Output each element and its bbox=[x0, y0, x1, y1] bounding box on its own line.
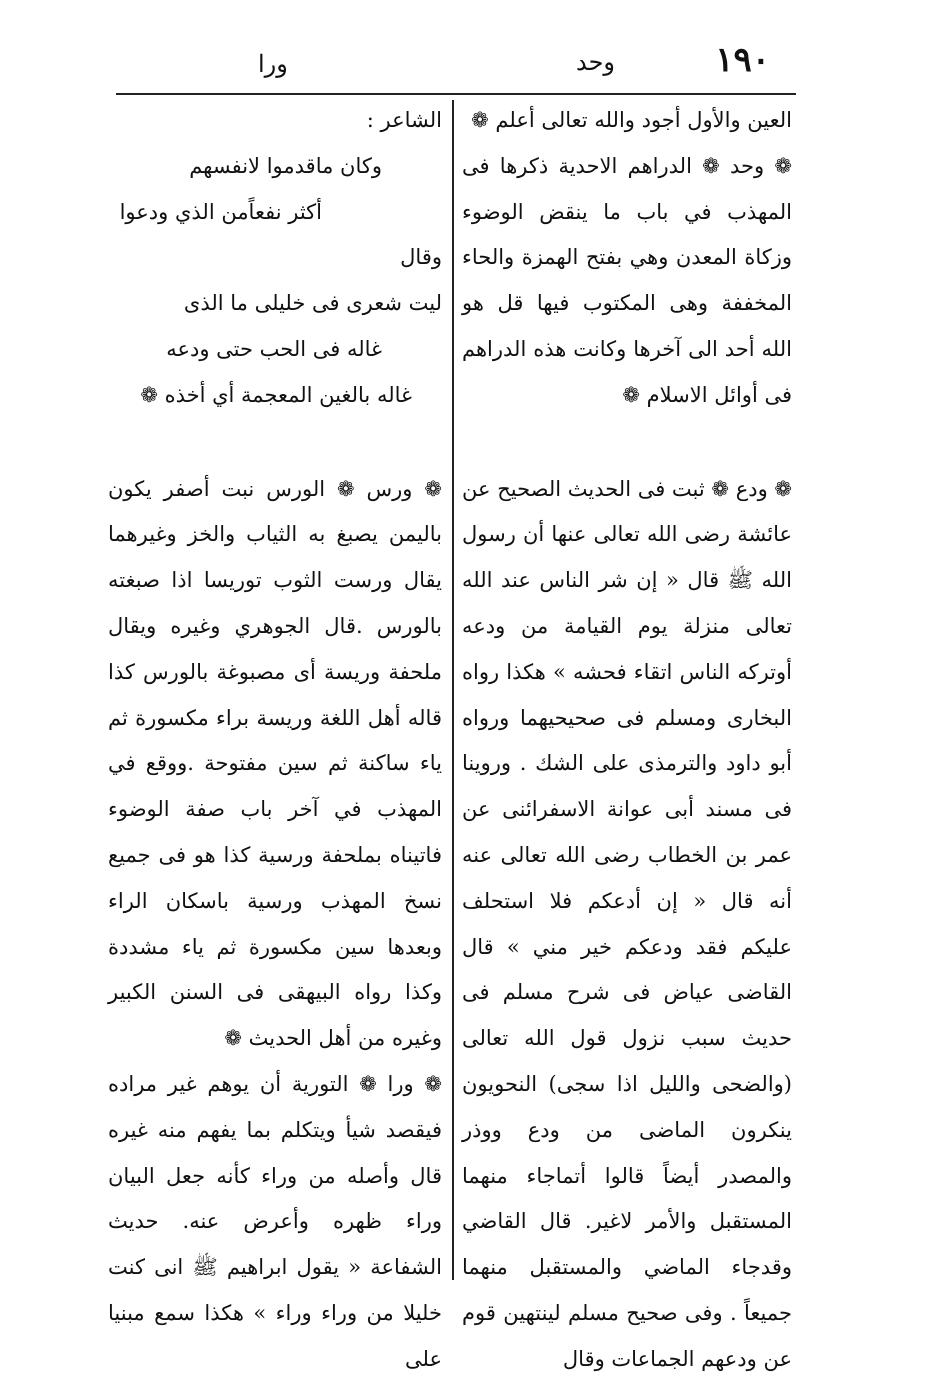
poem-line-6: غاله بالغين المعجمة أي أخذه ❁ bbox=[140, 382, 412, 407]
right-paragraph-1: العين والأول أجود والله تعالى أعلم ❁ bbox=[471, 108, 792, 132]
header-rule bbox=[116, 93, 796, 95]
right-column bbox=[462, 98, 792, 1383]
left-paragraph-2: ❁ ورا ❁ التورية أن يوهم غير مراده فيقصد شيأ ويتكلم بما يفهم منه غيره قال وأصله من وراء كأنه جعل البيان وراء ظهره وأعرض عنه. حديث الشفاعة « يقول ابراهيم ﷺ انى كنت خليلا من وراء وراء » هكذا سمع مبنيا على bbox=[108, 1071, 442, 1371]
poem-line-4: ليت شعرى فى خليلى ما الذى bbox=[183, 291, 442, 316]
right-paragraph-2: ❁ وحد ❁ الدراهم الاحدية ذكرها فى المهذب في باب ما ينقض الوضوء وزكاة المعدن وهي بفتح الهمزة والحاء المخففة وهى المكتوب فيها قل هو الله أحد الى آخرها وكانت هذه الدراهم فى أوائل الاسلام ❁ bbox=[462, 153, 792, 407]
poem-line-5: غاله فى الحب حتى ودعه bbox=[166, 336, 382, 361]
poem-block bbox=[108, 98, 442, 419]
poem-line-3: وقال bbox=[400, 245, 442, 270]
right-paragraph-3: ❁ ودع ❁ ثبت فى الحديث الصحيح عن عائشة رضى الله تعالى عنها أن رسول الله ﷺ قال « إن شر الناس عند الله تعالى منزلة يوم القيامة من ودعه أوتركه الناس اتقاء فحشه » هكذا رواه البخارى ومسلم فى صحيحيهما ورواه أبو داود والترمذى على الشك . وروينا فى مسند أبى عوانة الاسفرائنى عن عمر بن الخطاب رضى الله تعالى عنه أنه قال « إن أدعكم فلا استحلف عليكم فقد ودعكم خير مني » قال القاضى عياض فى شرح مسلم فى حديث سبب نزول قول الله تعالى (والضحى والليل اذا سجى) النحويون ينكرون الماضى من ودع ووذر والمصدر أيضاً قالوا أتماجاء منهما المستقبل والأمر لاغير. قال القاضي وقدجاء الماضي والمستقبل منهما جميعاً . وفى صحيح مسلم لينتهين قوم عن ودعهم الجماعات وقال bbox=[462, 476, 792, 1371]
left-paragraph-1: ❁ ورس ❁ الورس نبت أصفر يكون باليمن يصبغ به الثياب والخز وغيرهما يقال ورست الثوب توريسا اذا صبغته بالورس .قال الجوهري وغيره ويقال ملحفة وريسة أى مصبوغة بالورس كذا قاله أهل اللغة وريسة براء مكسورة ثم ياء ساكنة ثم سين مفتوحة .ووقع في المهذب في آخر باب صفة الوضوء فاتيناه بملحفة ورسية كذا هو فى جميع نسخ المهذب ورسية باسكان الراء وبعدها سين مكسورة ثم ياء مشددة وكذا رواه البيهقى فى السنن الكبير وغيره من أهل الحديث ❁ bbox=[108, 476, 442, 1051]
page-header bbox=[108, 40, 798, 90]
paragraph-gap bbox=[462, 419, 792, 467]
poem-line-2: أكثر نفعاًمن الذي ودعوا bbox=[119, 199, 322, 224]
running-head-left: ورا bbox=[258, 50, 288, 78]
running-head-right: وحد bbox=[576, 48, 616, 76]
page-number: ١٩٠ bbox=[715, 40, 770, 80]
column-divider bbox=[452, 100, 454, 1280]
poem-intro: الشاعر : bbox=[366, 108, 442, 132]
left-column bbox=[108, 98, 442, 1383]
paragraph-gap bbox=[108, 419, 442, 467]
poem-line-1: وكان ماقدموا لانفسهم bbox=[189, 153, 382, 178]
